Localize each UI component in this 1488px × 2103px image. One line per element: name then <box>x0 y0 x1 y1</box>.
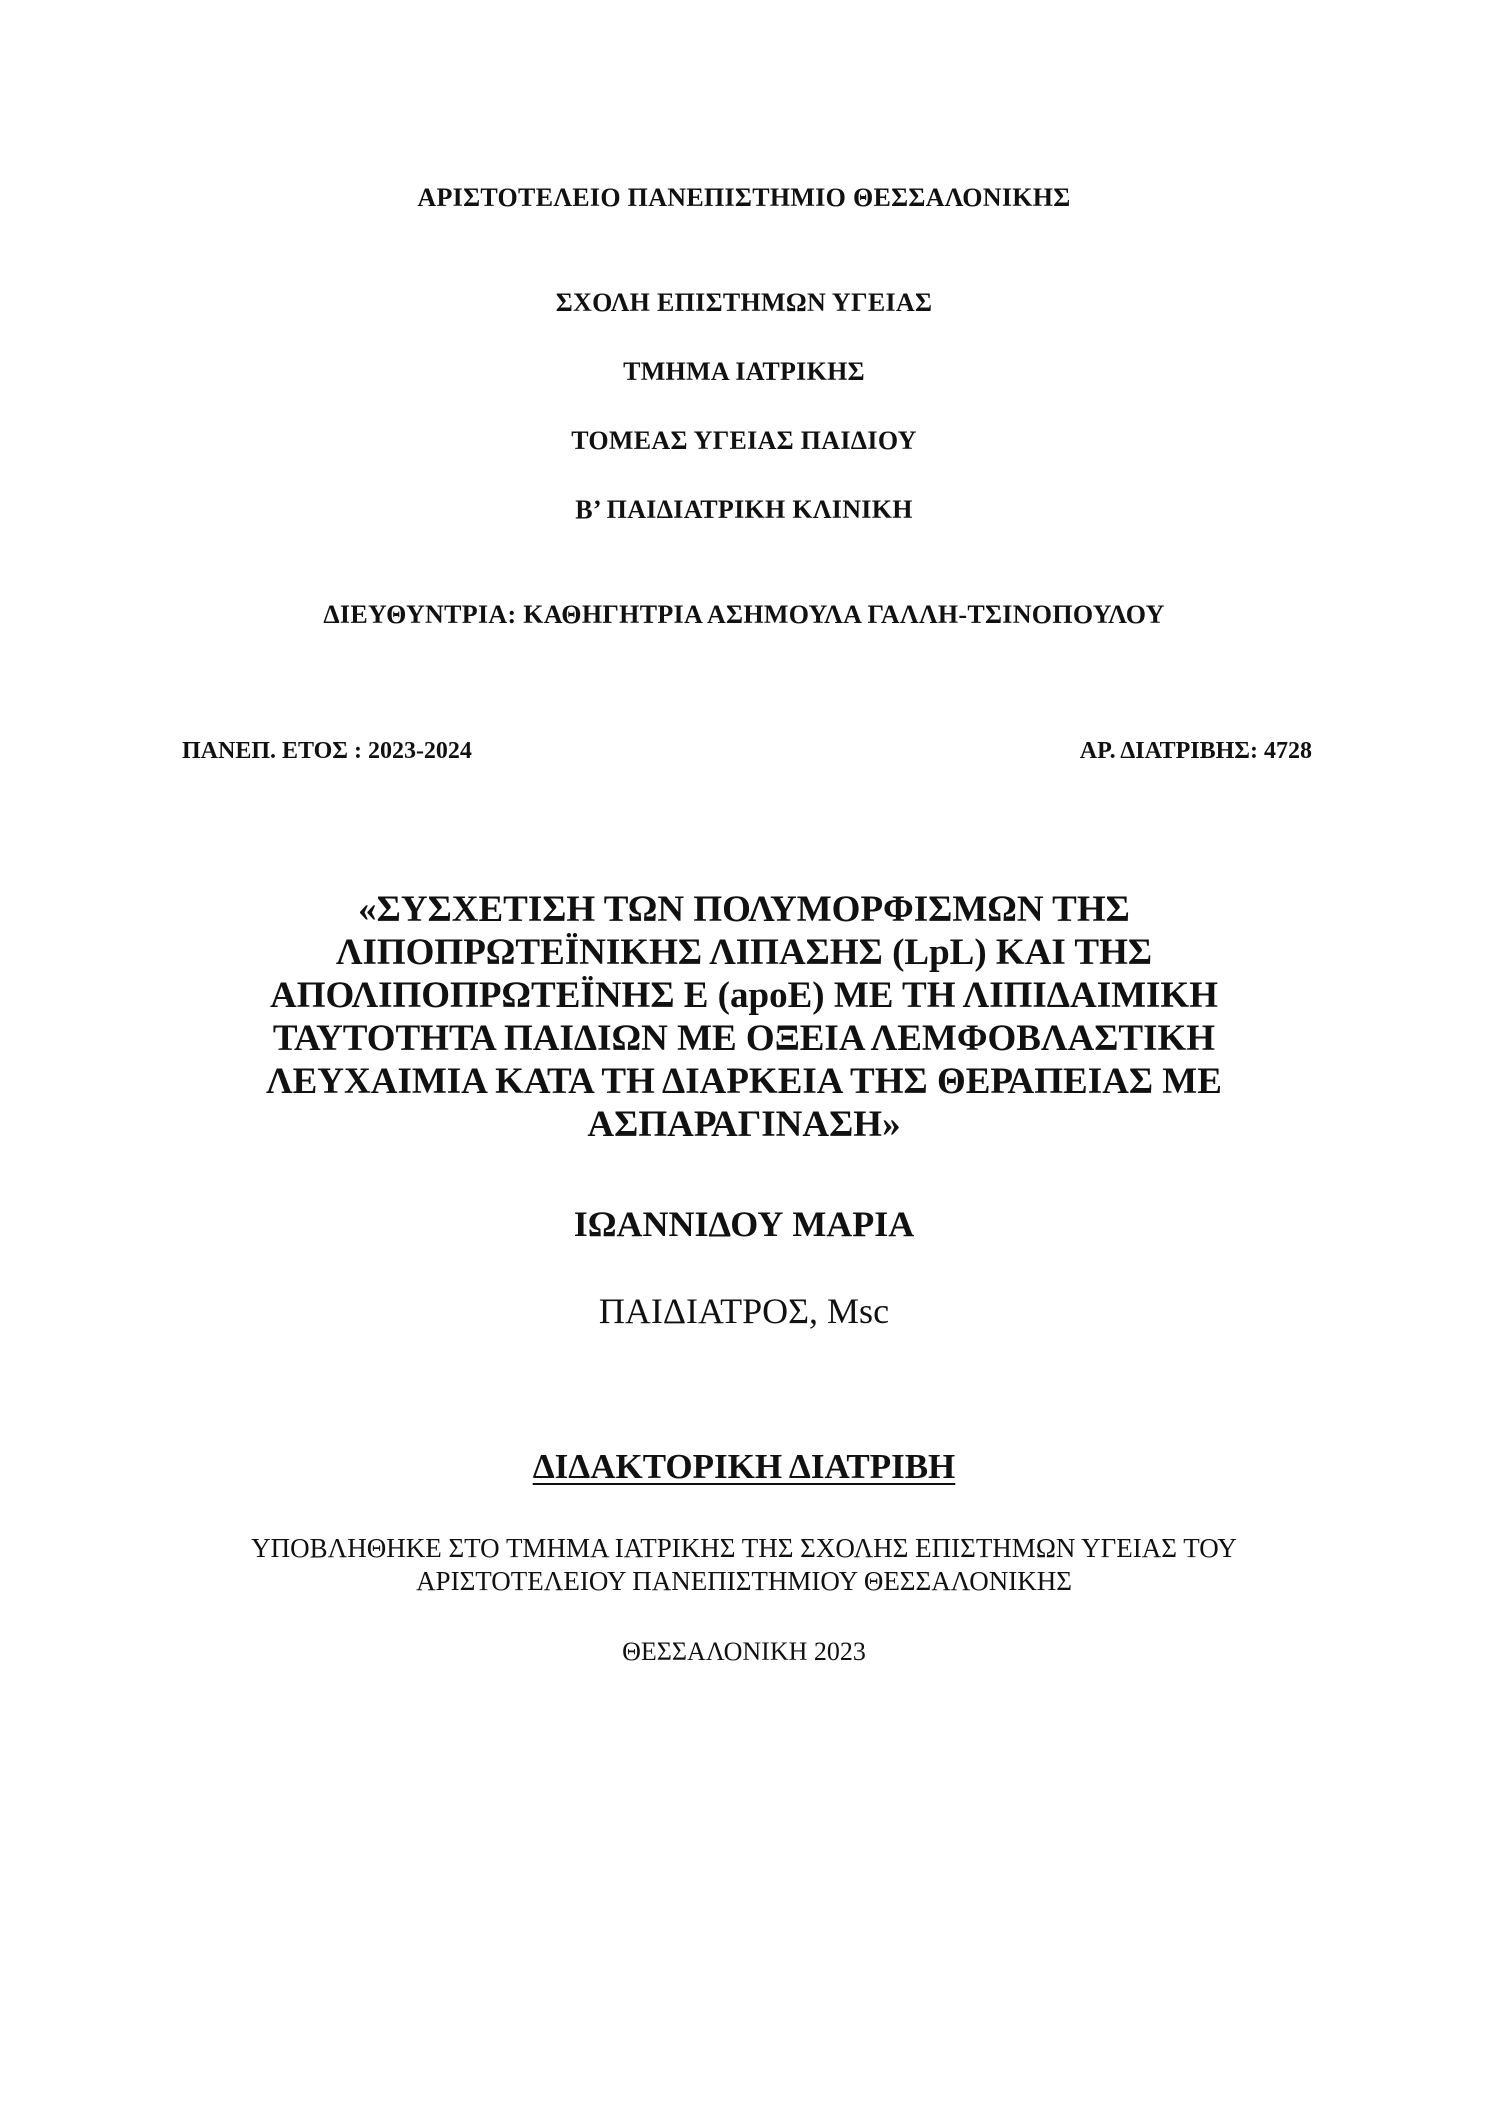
sector-name: ΤΟΜΕΑΣ ΥΓΕΙΑΣ ΠΑΙΔΙΟΥ <box>571 426 917 455</box>
author-name: ΙΩΑΝΝΙΔΟΥ ΜΑΡΙΑ <box>573 1204 915 1244</box>
submitted-line: ΥΠΟΒΛΗΘΗΚΕ ΣΤΟ ΤΜΗΜΑ ΙΑΤΡΙΚΗΣ ΤΗΣ ΣΧΟΛΗΣ ΕΠΙΣΤΗΜΩΝ ΥΓΕΙΑΣ ΤΟΥ <box>251 1533 1237 1563</box>
university-name: ΑΡΙΣΤΟΤΕΛΕΙΟ ΠΑΝΕΠΙΣΤΗΜΙΟ ΘΕΣΣΑΛΟΝΙΚΗΣ <box>417 183 1071 212</box>
thesis-title-line: ΛΙΠΟΠΡΩΤΕΪΝΙΚΗΣ ΛΙΠΑΣΗΣ (LpL) ΚΑΙ ΤΗΣ <box>335 932 1153 973</box>
document-type: ΔΙΔΑΚΤΟΡΙΚΗ ΔΙΑΤΡΙΒΗ <box>532 1447 956 1486</box>
thesis-title-line: ΑΠΟΛΙΠΟΠΡΩΤΕΪΝΗΣ Ε (apoE) ΜΕ ΤΗ ΛΙΠΙΔΑΙΜΙΚΗ <box>270 975 1218 1016</box>
thesis-title <box>180 888 1308 1146</box>
thesis-title-line: ΑΣΠΑΡΑΓΙΝΑΣΗ» <box>587 1104 901 1145</box>
academic-year: ΠΑΝΕΠ. ΕΤΟΣ : 2023-2024 <box>182 738 472 764</box>
author-degree: ΠΑΙΔΙΑΤΡΟΣ, Msc <box>598 1291 890 1331</box>
thesis-title-line: «ΣΥΣΧΕΤΙΣΗ ΤΩΝ ΠΟΛΥΜΟΡΦΙΣΜΩΝ ΤΗΣ <box>358 889 1130 930</box>
place-year: ΘΕΣΣΑΛΟΝΙΚΗ 2023 <box>622 1637 866 1666</box>
thesis-title-line: ΤΑΥΤΟΤΗΤΑ ΠΑΙΔΙΩΝ ΜΕ ΟΞΕΙΑ ΛΕΜΦΟΒΛΑΣΤΙΚΗ <box>272 1018 1216 1059</box>
director-line: ΔΙΕΥΘΥΝΤΡΙΑ: ΚΑΘΗΓΗΤΡΙΑ ΑΣΗΜΟΥΛΑ ΓΑΛΛΗ-ΤΣΙΝΟΠΟΥΛΟΥ <box>323 600 1165 629</box>
school-name: ΣΧΟΛΗ ΕΠΙΣΤΗΜΩΝ ΥΓΕΙΑΣ <box>555 288 933 317</box>
thesis-number: ΑΡ. ΔΙΑΤΡΙΒΗΣ: 4728 <box>1079 738 1312 764</box>
department-name: ΤΜΗΜΑ ΙΑΤΡΙΚΗΣ <box>623 357 865 386</box>
thesis-title-line: ΛΕΥΧΑΙΜΙΑ ΚΑΤΑ ΤΗ ΔΙΑΡΚΕΙΑ ΤΗΣ ΘΕΡΑΠΕΙΑΣ ΜΕ <box>266 1061 1222 1102</box>
clinic-name: Β’ ΠΑΙΔΙΑΤΡΙΚΗ ΚΛΙΝΙΚΗ <box>575 495 913 524</box>
submitted-line: ΑΡΙΣΤΟΤΕΛΕΙΟΥ ΠΑΝΕΠΙΣΤΗΜΙΟΥ ΘΕΣΣΑΛΟΝΙΚΗΣ <box>416 1566 1072 1596</box>
